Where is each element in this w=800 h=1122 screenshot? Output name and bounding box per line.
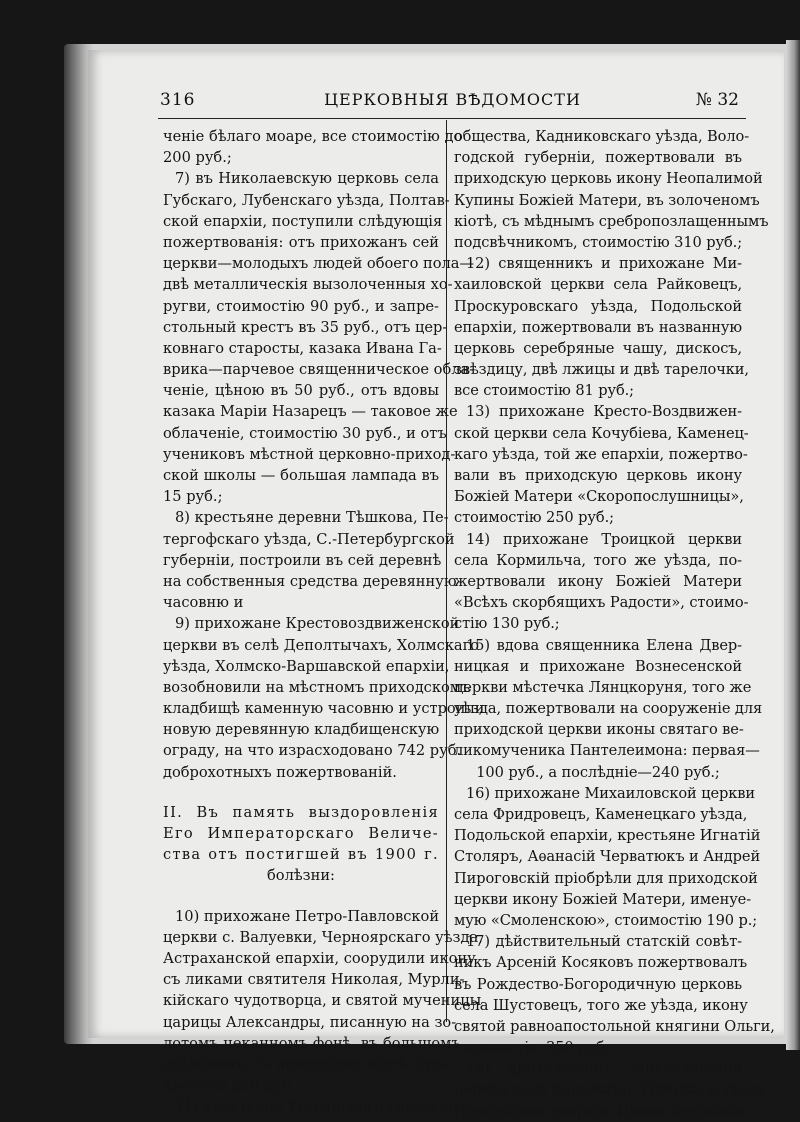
text-line: стольный крестъ въ 35 руб., отъ цер- bbox=[163, 318, 448, 336]
text-line: жертвовали икону Божіей Матери bbox=[454, 572, 742, 590]
text-line: учениковъ мѣстной церковно-приход- bbox=[163, 445, 456, 463]
issue-number: № 32 bbox=[695, 90, 739, 110]
text-line: села Кормильча, того же уѣзда, по- bbox=[454, 551, 742, 569]
text-line: ченіе бѣлаго моаре, все стоимостію до bbox=[163, 128, 463, 145]
text-line: 12) священникъ и прихожане Ми- bbox=[466, 255, 742, 273]
text-line: Губскаго, Лубенскаго уѣзда, Полтав- bbox=[163, 191, 450, 209]
text-line: орѣховомъ, съ позолотою, кіотѣ, сто- bbox=[163, 1055, 447, 1073]
text-line: болѣзни: bbox=[267, 867, 335, 885]
text-line: 11) крестьяне Устьянскаго сельскаго bbox=[175, 1098, 465, 1116]
text-line: Подольской епархіи, Иванъ Безпалько bbox=[454, 1102, 750, 1120]
text-line: царицы Александры, писанную на зо- bbox=[163, 1013, 457, 1031]
text-line: церкви села Карижина, Ушицкаго уѣзда, bbox=[454, 1081, 769, 1099]
text-line: ства отъ постигшей въ 1900 г. bbox=[163, 846, 439, 864]
text-line: никъ Арсеній Косяковъ пожертвовалъ bbox=[454, 954, 748, 972]
text-line: звѣздицу, двѣ лжицы и двѣ тарелочки, bbox=[454, 361, 749, 379]
text-line: ницкая и прихожане Вознесенской bbox=[454, 657, 742, 675]
text-line: ченіе, цѣною въ 50 руб., отъ вдовы bbox=[163, 382, 439, 400]
text-line: на собственныя средства деревянную bbox=[163, 572, 457, 590]
text-line: уѣзда, пожертвовали на сооруженіе для bbox=[454, 700, 763, 718]
text-line: Астраханской епархіи, соорудили икону bbox=[163, 949, 476, 967]
text-line: церкви икону Божіей Матери, именуе- bbox=[454, 890, 752, 908]
journal-title: ЦЕРКОВНЫЯ ВѢДОМОСТИ bbox=[324, 90, 581, 109]
text-line: 200 руб.; bbox=[163, 149, 232, 167]
text-line: ругви, стоимостію 90 руб., и запре- bbox=[163, 297, 439, 315]
text-line: 9) прихожане Крестовоздвиженской bbox=[175, 615, 460, 633]
text-line: Купины Божіей Матери, въ золоченомъ bbox=[454, 191, 760, 209]
text-line: 13) прихожане Кресто-Воздвижен- bbox=[466, 403, 742, 421]
text-line: 15 руб.; bbox=[163, 488, 223, 506]
text-line: казака Маріи Назарецъ — таковое же bbox=[163, 403, 458, 421]
text-line: приходской церкви иконы святаго ве- bbox=[454, 721, 744, 739]
text-line: стію 130 руб.; bbox=[454, 615, 560, 633]
text-line: стоимостію 250 руб.; bbox=[454, 509, 614, 527]
text-line: каго уѣзда, той же епархіи, пожертво- bbox=[454, 445, 748, 463]
text-line: церковь серебряные чашу, дискосъ, bbox=[454, 339, 742, 357]
text-line: приходскую церковь икону Неопалимой bbox=[454, 170, 763, 188]
text-line: ковнаго старосты, казака Ивана Га- bbox=[163, 339, 442, 357]
text-line: кладбищѣ каменную часовню и устроили bbox=[163, 700, 485, 718]
text-line: Проскуровскаго уѣзда, Подольской bbox=[454, 297, 742, 315]
text-line: часовню и bbox=[163, 594, 244, 612]
text-line: пожертвованія: отъ прихожанъ сей bbox=[163, 233, 439, 251]
text-line: Пироговскій пріобрѣли для приходской bbox=[454, 869, 758, 887]
text-line: лотомъ чеканномъ фонѣ, въ большомъ bbox=[163, 1034, 461, 1052]
text-line: церкви—молодыхъ людей обоего пола— bbox=[163, 255, 475, 273]
text-line: стоимостію 350 руб.; bbox=[454, 1039, 614, 1057]
text-line: церкви въ селѣ Деполтычахъ, Холмскаго bbox=[163, 636, 480, 654]
text-line: 10) прихожане Петро-Павловской bbox=[175, 907, 440, 925]
text-line: ской церкви села Кочубіева, Каменец- bbox=[454, 424, 749, 442]
facing-page-edge bbox=[786, 40, 800, 1050]
page-number: 316 bbox=[160, 90, 196, 110]
text-line: ской епархіи, поступили слѣдующія bbox=[163, 212, 443, 230]
text-line: новую деревянную кладбищенскую bbox=[163, 721, 440, 739]
text-line: уѣзда, Холмско-Варшавской епархіи, bbox=[163, 657, 450, 675]
text-line: святой равноапостольной княгини Ольги, bbox=[454, 1017, 775, 1035]
text-line: ской школы — большая лампада въ bbox=[163, 467, 439, 484]
text-line: кійскаго чудотворца, и святой мученицы bbox=[163, 992, 482, 1010]
header-rule bbox=[158, 118, 746, 119]
text-line: 16) прихожане Михаиловской церкви bbox=[466, 784, 756, 802]
text-line: 15) вдова священника Елена Двер- bbox=[466, 636, 742, 654]
text-line: 17) дѣйствительный статскій совѣт- bbox=[466, 933, 742, 951]
text-line: ограду, на что израсходовано 742 руб. bbox=[163, 742, 462, 760]
text-line: облаченіе, стоимостію 30 руб., и отъ bbox=[163, 424, 447, 442]
text-line: съ ликами святителя Николая, Мурли- bbox=[163, 971, 465, 989]
text-line: доброхотныхъ пожертвованій. bbox=[163, 763, 397, 781]
text-line: церкви мѣстечка Лянцкоруня, того же bbox=[454, 678, 752, 696]
text-line: Столяръ, Аѳанасій Черватюкъ и Андрей bbox=[454, 848, 761, 866]
text-line: двѣ металлическія вызолоченныя хо- bbox=[163, 276, 453, 294]
text-line: церкви с. Валуевки, Черноярскаго уѣзда, bbox=[163, 928, 483, 946]
running-header bbox=[160, 90, 745, 112]
left-column bbox=[163, 126, 485, 1117]
text-line: хаиловской церкви села Райковецъ, bbox=[454, 276, 742, 294]
paragraph-gap bbox=[163, 783, 439, 802]
text-line: мую «Смоленскою», стоимостію 190 р.; bbox=[454, 911, 758, 929]
text-line: Божіей Матери «Скоропослушницы», bbox=[454, 488, 744, 506]
text-line: тергофскаго уѣзда, С.-Петербургской bbox=[163, 530, 455, 548]
text-line: села Фридровецъ, Каменецкаго уѣзда, bbox=[454, 806, 748, 823]
text-line: кіотѣ, съ мѣднымъ сребропозлащеннымъ bbox=[454, 212, 769, 230]
text-line: 18) прихожанинъ Михаиловской bbox=[466, 1060, 742, 1078]
text-line: 8) крестьяне деревни Тѣшкова, Пе- bbox=[175, 509, 449, 527]
text-line: «Всѣхъ скорбящихъ Радости», стоимо- bbox=[454, 594, 749, 612]
text-line: подсвѣчникомъ, стоимостію 310 руб.; bbox=[454, 233, 743, 251]
text-line: 100 руб., а послѣдніе—240 руб.; bbox=[476, 763, 720, 781]
text-line: села Шустовецъ, того же уѣзда, икону bbox=[454, 996, 748, 1014]
paragraph-gap bbox=[163, 887, 439, 906]
right-column bbox=[454, 126, 775, 1122]
text-line: Подольской епархіи, крестьяне Игнатій bbox=[454, 827, 761, 845]
text-line: врика—парчевое священническое обла- bbox=[163, 361, 475, 379]
text-line: возобновили на мѣстномъ приходскомъ bbox=[163, 678, 471, 696]
text-line: все стоимостію 81 руб.; bbox=[454, 382, 635, 400]
text-line: общества, Кадниковскаго уѣзда, Воло- bbox=[454, 128, 750, 145]
text-line: вали въ приходскую церковь икону bbox=[454, 467, 742, 484]
text-line: губерніи, построили въ сей деревнѣ bbox=[163, 551, 442, 569]
text-line: Его Императорскаго Величе- bbox=[163, 825, 439, 842]
text-line: имостію 350 руб.; bbox=[163, 1077, 300, 1095]
text-line: ликомученика Пантелеимона: первая— bbox=[454, 742, 760, 760]
text-line: II. Въ память выздоровленія bbox=[163, 803, 439, 821]
text-line: въ Рождество-Богородичную церковь bbox=[454, 975, 742, 993]
text-line: годской губерніи, пожертвовали въ bbox=[454, 149, 742, 167]
text-line: 14) прихожане Троицкой церкви bbox=[466, 530, 742, 548]
text-line: 7) въ Николаевскую церковь села bbox=[175, 170, 439, 188]
text-line: епархіи, пожертвовали въ названную bbox=[454, 318, 742, 336]
